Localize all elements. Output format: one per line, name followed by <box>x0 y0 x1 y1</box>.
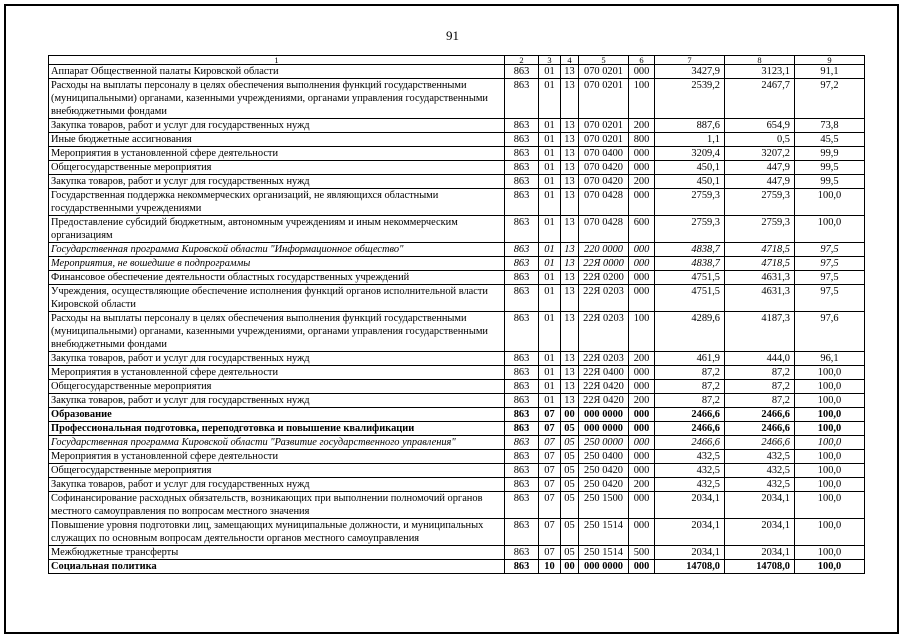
section-code-cell: 07 <box>539 519 561 546</box>
column-number-cell: 9 <box>795 56 865 65</box>
execution-percent-cell: 100,0 <box>795 436 865 450</box>
target-article-cell: 070 0420 <box>579 161 629 175</box>
table-row <box>49 119 865 133</box>
section-code-cell: 01 <box>539 65 561 79</box>
executed-amount-cell: 2034,1 <box>725 546 795 560</box>
subsection-code-cell: 13 <box>561 119 579 133</box>
table-row <box>49 271 865 285</box>
expense-type-cell: 000 <box>629 147 655 161</box>
row-name-cell: Социальная политика <box>49 560 505 574</box>
row-name-cell: Расходы на выплаты персоналу в целях обеспечения выполнения функций государственными (муниципальными) органами, казенными учреждениями, органами управления государственными внебюджетными фондами <box>49 312 505 352</box>
executed-amount-cell: 2759,3 <box>725 189 795 216</box>
planned-amount-cell: 1,1 <box>655 133 725 147</box>
table-row <box>49 352 865 366</box>
execution-percent-cell: 100,0 <box>795 492 865 519</box>
execution-percent-cell: 97,5 <box>795 243 865 257</box>
row-name-cell: Государственная программа Кировской области "Информационное общество" <box>49 243 505 257</box>
ved-code-cell: 863 <box>505 147 539 161</box>
planned-amount-cell: 2759,3 <box>655 216 725 243</box>
section-code-cell: 07 <box>539 546 561 560</box>
planned-amount-cell: 2466,6 <box>655 436 725 450</box>
ved-code-cell: 863 <box>505 133 539 147</box>
target-article-cell: 22Я 0203 <box>579 352 629 366</box>
ved-code-cell: 863 <box>505 243 539 257</box>
expense-type-cell: 800 <box>629 133 655 147</box>
planned-amount-cell: 2034,1 <box>655 492 725 519</box>
execution-percent-cell: 97,5 <box>795 271 865 285</box>
section-code-cell: 01 <box>539 312 561 352</box>
execution-percent-cell: 97,5 <box>795 285 865 312</box>
column-number-cell: 3 <box>539 56 561 65</box>
target-article-cell: 250 1500 <box>579 492 629 519</box>
executed-amount-cell: 0,5 <box>725 133 795 147</box>
execution-percent-cell: 97,6 <box>795 312 865 352</box>
expense-type-cell: 000 <box>629 65 655 79</box>
section-code-cell: 07 <box>539 436 561 450</box>
expense-type-cell: 200 <box>629 352 655 366</box>
target-article-cell: 000 0000 <box>579 408 629 422</box>
target-article-cell: 000 0000 <box>579 422 629 436</box>
ved-code-cell: 863 <box>505 312 539 352</box>
subsection-code-cell: 13 <box>561 79 579 119</box>
expense-type-cell: 000 <box>629 492 655 519</box>
executed-amount-cell: 4187,3 <box>725 312 795 352</box>
executed-amount-cell: 2466,6 <box>725 422 795 436</box>
execution-percent-cell: 91,1 <box>795 65 865 79</box>
executed-amount-cell: 3207,2 <box>725 147 795 161</box>
planned-amount-cell: 87,2 <box>655 394 725 408</box>
target-article-cell: 070 0201 <box>579 65 629 79</box>
target-article-cell: 250 1514 <box>579 519 629 546</box>
expense-type-cell: 100 <box>629 312 655 352</box>
section-code-cell: 01 <box>539 161 561 175</box>
executed-amount-cell: 2467,7 <box>725 79 795 119</box>
ved-code-cell: 863 <box>505 380 539 394</box>
row-name-cell: Учреждения, осуществляющие обеспечение исполнения функций органов исполнительной власти Кировской области <box>49 285 505 312</box>
planned-amount-cell: 450,1 <box>655 175 725 189</box>
row-name-cell: Общегосударственные мероприятия <box>49 464 505 478</box>
section-code-cell: 01 <box>539 380 561 394</box>
executed-amount-cell: 2034,1 <box>725 492 795 519</box>
column-number-cell: 2 <box>505 56 539 65</box>
ved-code-cell: 863 <box>505 519 539 546</box>
table-row <box>49 408 865 422</box>
target-article-cell: 000 0000 <box>579 560 629 574</box>
section-code-cell: 07 <box>539 408 561 422</box>
table-row <box>49 519 865 546</box>
expense-type-cell: 000 <box>629 436 655 450</box>
subsection-code-cell: 13 <box>561 189 579 216</box>
section-code-cell: 01 <box>539 243 561 257</box>
table-row <box>49 65 865 79</box>
expense-type-cell: 000 <box>629 285 655 312</box>
table-row <box>49 79 865 119</box>
executed-amount-cell: 2759,3 <box>725 216 795 243</box>
expense-type-cell: 200 <box>629 175 655 189</box>
subsection-code-cell: 13 <box>561 216 579 243</box>
execution-percent-cell: 100,0 <box>795 546 865 560</box>
column-number-cell: 8 <box>725 56 795 65</box>
column-number-cell: 5 <box>579 56 629 65</box>
expense-type-cell: 000 <box>629 366 655 380</box>
subsection-code-cell: 13 <box>561 366 579 380</box>
target-article-cell: 22Я 0200 <box>579 271 629 285</box>
executed-amount-cell: 87,2 <box>725 366 795 380</box>
section-code-cell: 01 <box>539 285 561 312</box>
table-row <box>49 394 865 408</box>
table-row <box>49 450 865 464</box>
subsection-code-cell: 13 <box>561 352 579 366</box>
table-row <box>49 422 865 436</box>
ved-code-cell: 863 <box>505 366 539 380</box>
expense-type-cell: 000 <box>629 243 655 257</box>
table-row <box>49 175 865 189</box>
ved-code-cell: 863 <box>505 65 539 79</box>
row-name-cell: Закупка товаров, работ и услуг для государственных нужд <box>49 175 505 189</box>
target-article-cell: 250 0420 <box>579 478 629 492</box>
column-number-cell: 6 <box>629 56 655 65</box>
section-code-cell: 01 <box>539 119 561 133</box>
row-name-cell: Закупка товаров, работ и услуг для государственных нужд <box>49 119 505 133</box>
expense-type-cell: 000 <box>629 450 655 464</box>
ved-code-cell: 863 <box>505 422 539 436</box>
target-article-cell: 070 0201 <box>579 119 629 133</box>
row-name-cell: Межбюджетные трансферты <box>49 546 505 560</box>
row-name-cell: Повышение уровня подготовки лиц, замещающих муниципальные должности, и муниципальных служащих по основным вопросам деятельности органов местного самоуправления <box>49 519 505 546</box>
expense-type-cell: 500 <box>629 546 655 560</box>
expense-type-cell: 000 <box>629 519 655 546</box>
expense-type-cell: 000 <box>629 161 655 175</box>
subsection-code-cell: 13 <box>561 147 579 161</box>
subsection-code-cell: 13 <box>561 380 579 394</box>
subsection-code-cell: 05 <box>561 546 579 560</box>
executed-amount-cell: 87,2 <box>725 394 795 408</box>
section-code-cell: 07 <box>539 464 561 478</box>
subsection-code-cell: 05 <box>561 519 579 546</box>
section-code-cell: 01 <box>539 394 561 408</box>
subsection-code-cell: 13 <box>561 285 579 312</box>
planned-amount-cell: 2759,3 <box>655 189 725 216</box>
target-article-cell: 070 0400 <box>579 147 629 161</box>
planned-amount-cell: 2034,1 <box>655 519 725 546</box>
planned-amount-cell: 432,5 <box>655 478 725 492</box>
execution-percent-cell: 99,5 <box>795 161 865 175</box>
planned-amount-cell: 14708,0 <box>655 560 725 574</box>
column-number-cell: 4 <box>561 56 579 65</box>
executed-amount-cell: 432,5 <box>725 478 795 492</box>
table-row <box>49 366 865 380</box>
planned-amount-cell: 432,5 <box>655 450 725 464</box>
table-row <box>49 216 865 243</box>
planned-amount-cell: 87,2 <box>655 380 725 394</box>
row-name-cell: Профессиональная подготовка, переподготовка и повышение квалификации <box>49 422 505 436</box>
ved-code-cell: 863 <box>505 394 539 408</box>
subsection-code-cell: 13 <box>561 243 579 257</box>
budget-table <box>48 55 865 574</box>
row-name-cell: Общегосударственные мероприятия <box>49 161 505 175</box>
ved-code-cell: 863 <box>505 216 539 243</box>
ved-code-cell: 863 <box>505 464 539 478</box>
ved-code-cell: 863 <box>505 79 539 119</box>
target-article-cell: 070 0428 <box>579 216 629 243</box>
section-code-cell: 07 <box>539 450 561 464</box>
executed-amount-cell: 2034,1 <box>725 519 795 546</box>
row-name-cell: Финансовое обеспечение деятельности областных государственных учреждений <box>49 271 505 285</box>
planned-amount-cell: 887,6 <box>655 119 725 133</box>
expense-type-cell: 200 <box>629 478 655 492</box>
execution-percent-cell: 100,0 <box>795 216 865 243</box>
execution-percent-cell: 100,0 <box>795 519 865 546</box>
execution-percent-cell: 100,0 <box>795 189 865 216</box>
table-row <box>49 189 865 216</box>
subsection-code-cell: 00 <box>561 560 579 574</box>
executed-amount-cell: 14708,0 <box>725 560 795 574</box>
table-row <box>49 380 865 394</box>
planned-amount-cell: 3209,4 <box>655 147 725 161</box>
execution-percent-cell: 45,5 <box>795 133 865 147</box>
subsection-code-cell: 13 <box>561 271 579 285</box>
target-article-cell: 220 0000 <box>579 243 629 257</box>
section-code-cell: 10 <box>539 560 561 574</box>
planned-amount-cell: 4751,5 <box>655 285 725 312</box>
execution-percent-cell: 100,0 <box>795 450 865 464</box>
row-name-cell: Закупка товаров, работ и услуг для государственных нужд <box>49 394 505 408</box>
executed-amount-cell: 87,2 <box>725 380 795 394</box>
execution-percent-cell: 100,0 <box>795 408 865 422</box>
expense-type-cell: 000 <box>629 408 655 422</box>
row-name-cell: Расходы на выплаты персоналу в целях обеспечения выполнения функций государственными (муниципальными) органами, казенными учреждениями, органами управления государственными внебюджетными фондами <box>49 79 505 119</box>
target-article-cell: 22Я 0203 <box>579 312 629 352</box>
table-row <box>49 464 865 478</box>
expense-type-cell: 200 <box>629 394 655 408</box>
table-body <box>49 65 865 574</box>
target-article-cell: 250 0000 <box>579 436 629 450</box>
target-article-cell: 070 0201 <box>579 133 629 147</box>
column-number-row <box>49 56 865 65</box>
expense-type-cell: 200 <box>629 119 655 133</box>
planned-amount-cell: 4838,7 <box>655 257 725 271</box>
planned-amount-cell: 87,2 <box>655 366 725 380</box>
row-name-cell: Закупка товаров, работ и услуг для государственных нужд <box>49 478 505 492</box>
row-name-cell: Мероприятия в установленной сфере деятельности <box>49 366 505 380</box>
section-code-cell: 01 <box>539 216 561 243</box>
section-code-cell: 07 <box>539 422 561 436</box>
executed-amount-cell: 432,5 <box>725 464 795 478</box>
ved-code-cell: 863 <box>505 161 539 175</box>
section-code-cell: 01 <box>539 271 561 285</box>
ved-code-cell: 863 <box>505 175 539 189</box>
table-row <box>49 133 865 147</box>
target-article-cell: 22Я 0420 <box>579 394 629 408</box>
expense-type-cell: 100 <box>629 79 655 119</box>
row-name-cell: Государственная поддержка некоммерческих организаций, не являющихся областными государственными учреждениями <box>49 189 505 216</box>
ved-code-cell: 863 <box>505 408 539 422</box>
ved-code-cell: 863 <box>505 352 539 366</box>
subsection-code-cell: 13 <box>561 312 579 352</box>
section-code-cell: 07 <box>539 492 561 519</box>
table-row <box>49 147 865 161</box>
executed-amount-cell: 432,5 <box>725 450 795 464</box>
target-article-cell: 22Я 0420 <box>579 380 629 394</box>
execution-percent-cell: 96,1 <box>795 352 865 366</box>
subsection-code-cell: 00 <box>561 408 579 422</box>
executed-amount-cell: 654,9 <box>725 119 795 133</box>
expense-type-cell: 000 <box>629 271 655 285</box>
column-number-cell: 1 <box>49 56 505 65</box>
table-row <box>49 436 865 450</box>
expense-type-cell: 000 <box>629 380 655 394</box>
planned-amount-cell: 461,9 <box>655 352 725 366</box>
section-code-cell: 07 <box>539 478 561 492</box>
executed-amount-cell: 447,9 <box>725 161 795 175</box>
subsection-code-cell: 13 <box>561 133 579 147</box>
execution-percent-cell: 99,5 <box>795 175 865 189</box>
page-number: 91 <box>446 28 459 43</box>
row-name-cell: Государственная программа Кировской области "Развитие государственного управления" <box>49 436 505 450</box>
subsection-code-cell: 05 <box>561 492 579 519</box>
ved-code-cell: 863 <box>505 436 539 450</box>
execution-percent-cell: 100,0 <box>795 366 865 380</box>
row-name-cell: Мероприятия в установленной сфере деятельности <box>49 450 505 464</box>
ved-code-cell: 863 <box>505 478 539 492</box>
target-article-cell: 250 0420 <box>579 464 629 478</box>
row-name-cell: Образование <box>49 408 505 422</box>
planned-amount-cell: 3427,9 <box>655 65 725 79</box>
execution-percent-cell: 100,0 <box>795 560 865 574</box>
execution-percent-cell: 97,2 <box>795 79 865 119</box>
execution-percent-cell: 97,5 <box>795 257 865 271</box>
subsection-code-cell: 13 <box>561 175 579 189</box>
ved-code-cell: 863 <box>505 560 539 574</box>
section-code-cell: 01 <box>539 366 561 380</box>
ved-code-cell: 863 <box>505 271 539 285</box>
table-row <box>49 312 865 352</box>
executed-amount-cell: 4631,3 <box>725 271 795 285</box>
subsection-code-cell: 13 <box>561 65 579 79</box>
section-code-cell: 01 <box>539 175 561 189</box>
expense-type-cell: 000 <box>629 560 655 574</box>
row-name-cell: Закупка товаров, работ и услуг для государственных нужд <box>49 352 505 366</box>
planned-amount-cell: 2034,1 <box>655 546 725 560</box>
expense-type-cell: 000 <box>629 422 655 436</box>
table-row <box>49 546 865 560</box>
subsection-code-cell: 13 <box>561 257 579 271</box>
ved-code-cell: 863 <box>505 189 539 216</box>
execution-percent-cell: 100,0 <box>795 464 865 478</box>
planned-amount-cell: 2539,2 <box>655 79 725 119</box>
column-number-cell: 7 <box>655 56 725 65</box>
planned-amount-cell: 2466,6 <box>655 408 725 422</box>
planned-amount-cell: 4751,5 <box>655 271 725 285</box>
table-row <box>49 560 865 574</box>
subsection-code-cell: 05 <box>561 450 579 464</box>
section-code-cell: 01 <box>539 133 561 147</box>
ved-code-cell: 863 <box>505 119 539 133</box>
ved-code-cell: 863 <box>505 546 539 560</box>
table-row <box>49 257 865 271</box>
row-name-cell: Предоставление субсидий бюджетным, автономным учреждениям и иным некоммерческим организациям <box>49 216 505 243</box>
executed-amount-cell: 4631,3 <box>725 285 795 312</box>
ved-code-cell: 863 <box>505 257 539 271</box>
executed-amount-cell: 3123,1 <box>725 65 795 79</box>
row-name-cell: Мероприятия в установленной сфере деятельности <box>49 147 505 161</box>
ved-code-cell: 863 <box>505 492 539 519</box>
target-article-cell: 250 1514 <box>579 546 629 560</box>
expense-type-cell: 000 <box>629 257 655 271</box>
planned-amount-cell: 4289,6 <box>655 312 725 352</box>
table-row <box>49 478 865 492</box>
execution-percent-cell: 99,9 <box>795 147 865 161</box>
row-name-cell: Софинансирование расходных обязательств, возникающих при выполнении полномочий органов местного самоуправления по вопросам местного значения <box>49 492 505 519</box>
target-article-cell: 250 0400 <box>579 450 629 464</box>
ved-code-cell: 863 <box>505 450 539 464</box>
execution-percent-cell: 100,0 <box>795 478 865 492</box>
target-article-cell: 070 0201 <box>579 79 629 119</box>
executed-amount-cell: 4718,5 <box>725 243 795 257</box>
executed-amount-cell: 447,9 <box>725 175 795 189</box>
execution-percent-cell: 100,0 <box>795 394 865 408</box>
section-code-cell: 01 <box>539 257 561 271</box>
row-name-cell: Аппарат Общественной палаты Кировской области <box>49 65 505 79</box>
table-row <box>49 285 865 312</box>
subsection-code-cell: 13 <box>561 161 579 175</box>
section-code-cell: 01 <box>539 147 561 161</box>
table-row <box>49 161 865 175</box>
target-article-cell: 22Я 0203 <box>579 285 629 312</box>
execution-percent-cell: 100,0 <box>795 422 865 436</box>
section-code-cell: 01 <box>539 79 561 119</box>
executed-amount-cell: 444,0 <box>725 352 795 366</box>
target-article-cell: 22Я 0000 <box>579 257 629 271</box>
subsection-code-cell: 05 <box>561 478 579 492</box>
table-row <box>49 243 865 257</box>
planned-amount-cell: 2466,6 <box>655 422 725 436</box>
target-article-cell: 22Я 0400 <box>579 366 629 380</box>
execution-percent-cell: 73,8 <box>795 119 865 133</box>
executed-amount-cell: 4718,5 <box>725 257 795 271</box>
section-code-cell: 01 <box>539 352 561 366</box>
planned-amount-cell: 4838,7 <box>655 243 725 257</box>
row-name-cell: Иные бюджетные ассигнования <box>49 133 505 147</box>
section-code-cell: 01 <box>539 189 561 216</box>
executed-amount-cell: 2466,6 <box>725 436 795 450</box>
expense-type-cell: 000 <box>629 189 655 216</box>
row-name-cell: Общегосударственные мероприятия <box>49 380 505 394</box>
subsection-code-cell: 05 <box>561 436 579 450</box>
target-article-cell: 070 0428 <box>579 189 629 216</box>
target-article-cell: 070 0420 <box>579 175 629 189</box>
row-name-cell: Мероприятия, не вошедшие в подпрограммы <box>49 257 505 271</box>
subsection-code-cell: 05 <box>561 422 579 436</box>
planned-amount-cell: 432,5 <box>655 464 725 478</box>
expense-type-cell: 000 <box>629 464 655 478</box>
ved-code-cell: 863 <box>505 285 539 312</box>
expense-type-cell: 600 <box>629 216 655 243</box>
subsection-code-cell: 05 <box>561 464 579 478</box>
subsection-code-cell: 13 <box>561 394 579 408</box>
planned-amount-cell: 450,1 <box>655 161 725 175</box>
execution-percent-cell: 100,0 <box>795 380 865 394</box>
executed-amount-cell: 2466,6 <box>725 408 795 422</box>
table-row <box>49 492 865 519</box>
